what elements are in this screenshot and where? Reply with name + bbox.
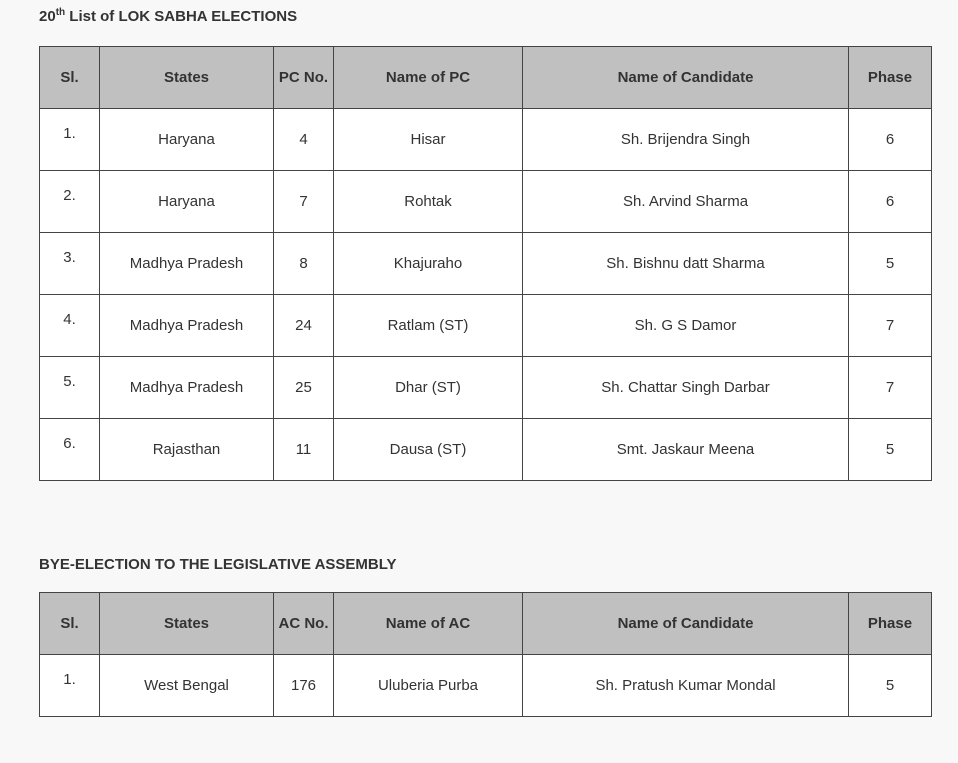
cell-state: Madhya Pradesh <box>100 357 274 419</box>
cell-state: Madhya Pradesh <box>100 295 274 357</box>
header-name-of-candidate: Name of Candidate <box>523 593 849 655</box>
lok-sabha-title <box>39 7 297 25</box>
header-states: States <box>100 593 274 655</box>
cell-pc-name: Dhar (ST) <box>334 357 523 419</box>
cell-candidate: Sh. Pratush Kumar Mondal <box>523 655 849 717</box>
cell-phase: 7 <box>849 295 932 357</box>
cell-sl: 1. <box>40 109 100 171</box>
header-sl: Sl. <box>40 593 100 655</box>
header-phase: Phase <box>849 47 932 109</box>
header-name-of-pc: Name of PC <box>334 47 523 109</box>
cell-pc-no: 24 <box>274 295 334 357</box>
cell-pc-name: Dausa (ST) <box>334 419 523 481</box>
cell-phase: 6 <box>849 171 932 233</box>
cell-state: Haryana <box>100 109 274 171</box>
cell-candidate: Sh. Chattar Singh Darbar <box>523 357 849 419</box>
cell-candidate: Sh. Arvind Sharma <box>523 171 849 233</box>
cell-pc-name: Ratlam (ST) <box>334 295 523 357</box>
cell-phase: 7 <box>849 357 932 419</box>
cell-candidate: Sh. Bishnu datt Sharma <box>523 233 849 295</box>
cell-pc-name: Rohtak <box>334 171 523 233</box>
table-row <box>40 295 932 357</box>
cell-phase: 5 <box>849 233 932 295</box>
bye-election-table <box>39 592 932 717</box>
cell-pc-name: Khajuraho <box>334 233 523 295</box>
cell-state: Haryana <box>100 171 274 233</box>
header-pc-no: PC No. <box>274 47 334 109</box>
table-row <box>40 171 932 233</box>
title-rest: List of LOK SABHA ELECTIONS <box>65 8 298 25</box>
table-row <box>40 233 932 295</box>
cell-ac-no: 176 <box>274 655 334 717</box>
cell-phase: 5 <box>849 655 932 717</box>
header-name-of-candidate: Name of Candidate <box>523 47 849 109</box>
lok-sabha-table <box>39 46 932 481</box>
cell-state: Madhya Pradesh <box>100 233 274 295</box>
header-ac-no: AC No. <box>274 593 334 655</box>
table-row <box>40 419 932 481</box>
header-phase: Phase <box>849 593 932 655</box>
table-row <box>40 109 932 171</box>
header-row <box>40 593 932 655</box>
header-sl: Sl. <box>40 47 100 109</box>
cell-pc-no: 7 <box>274 171 334 233</box>
cell-sl: 4. <box>40 295 100 357</box>
cell-pc-no: 25 <box>274 357 334 419</box>
title-superscript: th <box>55 7 66 18</box>
cell-sl: 2. <box>40 171 100 233</box>
table-row <box>40 357 932 419</box>
cell-candidate: Sh. Brijendra Singh <box>523 109 849 171</box>
cell-state: West Bengal <box>100 655 274 717</box>
bye-election-title: BYE-ELECTION TO THE LEGISLATIVE ASSEMBLY <box>39 556 397 573</box>
cell-state: Rajasthan <box>100 419 274 481</box>
cell-ac-name: Uluberia Purba <box>334 655 523 717</box>
cell-candidate: Smt. Jaskaur Meena <box>523 419 849 481</box>
header-states: States <box>100 47 274 109</box>
cell-pc-no: 4 <box>274 109 334 171</box>
cell-pc-name: Hisar <box>334 109 523 171</box>
cell-pc-no: 11 <box>274 419 334 481</box>
cell-candidate: Sh. G S Damor <box>523 295 849 357</box>
cell-phase: 6 <box>849 109 932 171</box>
cell-sl: 3. <box>40 233 100 295</box>
table-row <box>40 655 932 717</box>
header-name-of-ac: Name of AC <box>334 593 523 655</box>
cell-phase: 5 <box>849 419 932 481</box>
cell-sl: 6. <box>40 419 100 481</box>
cell-sl: 1. <box>40 655 100 717</box>
header-row <box>40 47 932 109</box>
cell-sl: 5. <box>40 357 100 419</box>
title-prefix: 20 <box>39 8 56 25</box>
cell-pc-no: 8 <box>274 233 334 295</box>
